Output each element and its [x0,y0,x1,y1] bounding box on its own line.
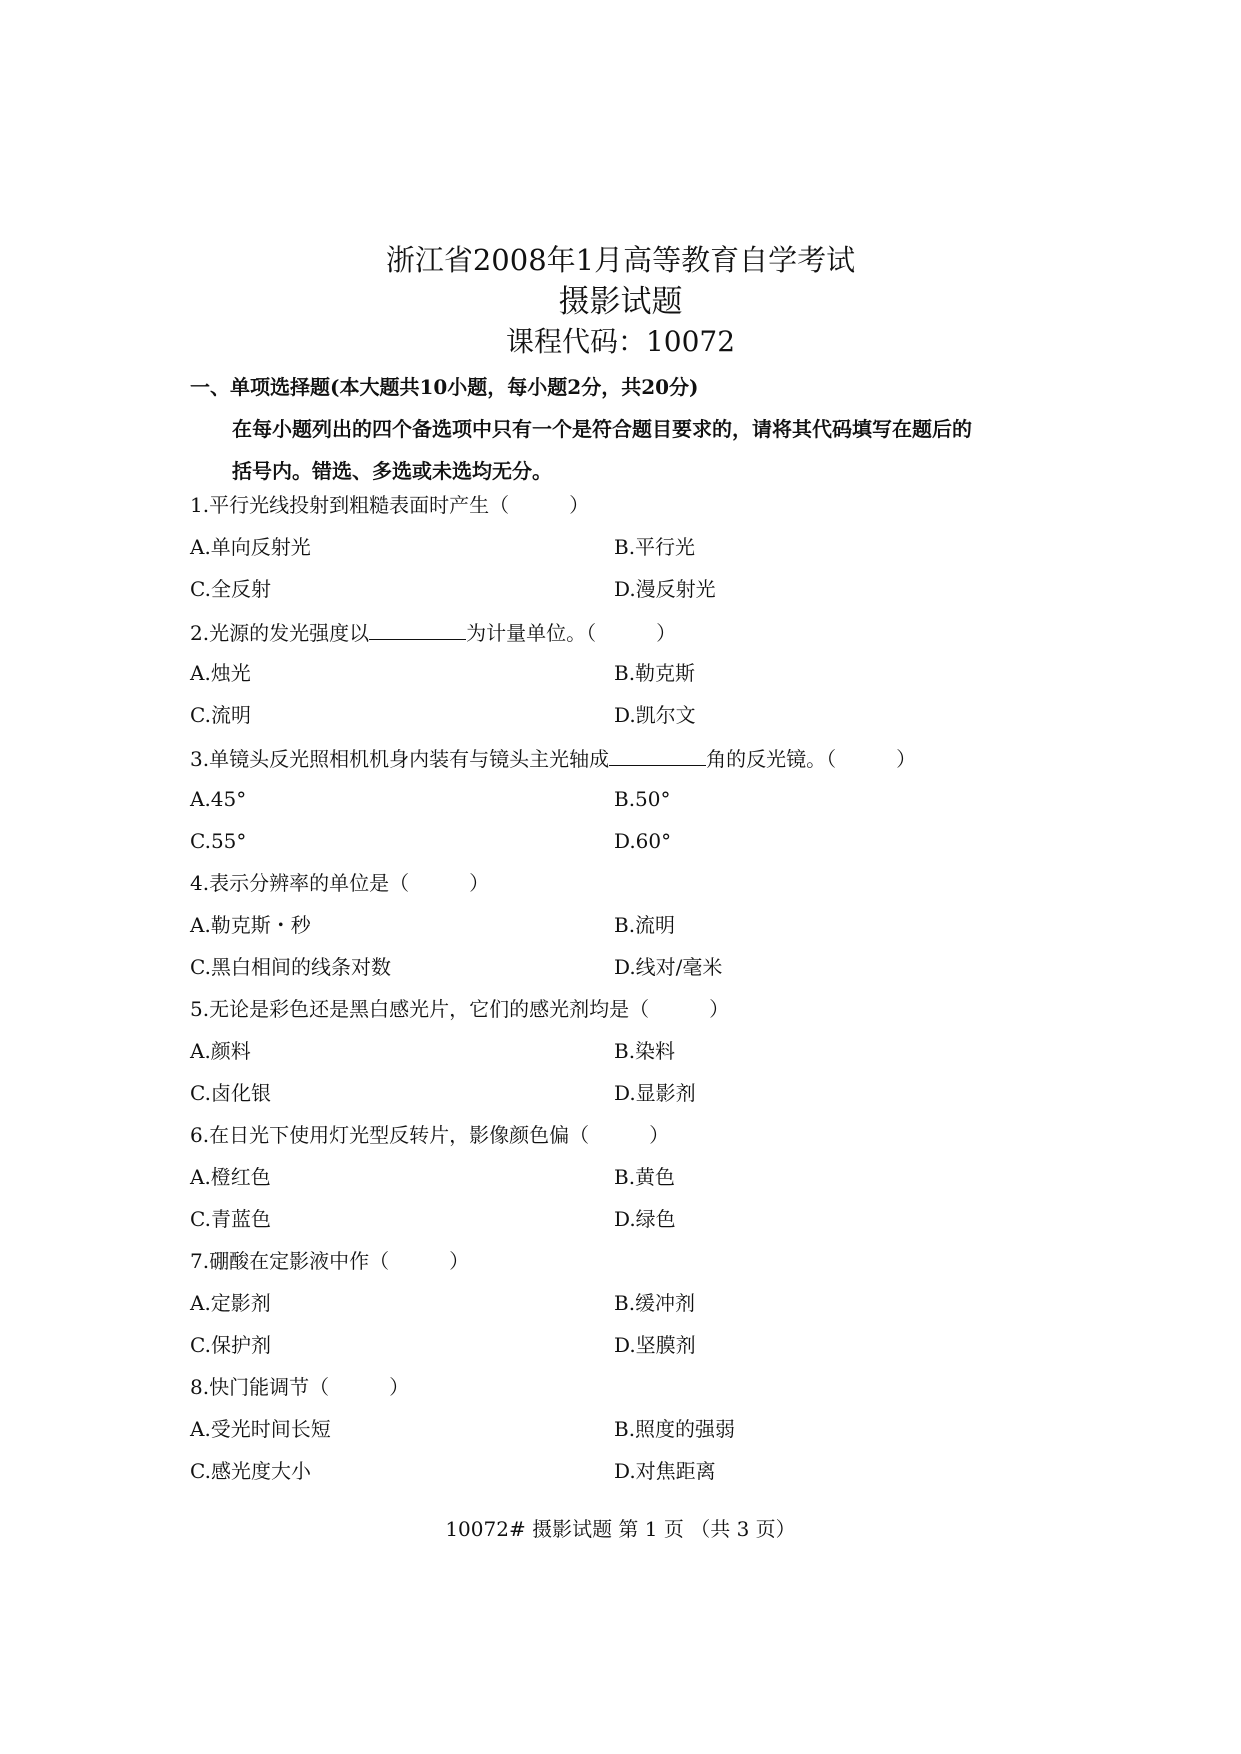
question-7-option-a: A.定影剂 [190,1291,271,1315]
question-8-option-b: B.照度的强弱 [614,1417,736,1441]
question-2-option-b: B.勒克斯 [614,661,696,685]
question-6-option-d: D.绿色 [614,1207,676,1231]
question-5-option-b: B.染料 [614,1039,676,1063]
question-8-option-d: D.对焦距离 [614,1459,716,1483]
exam-title: 浙江省2008年1月高等教育自学考试 [385,243,856,277]
section-instruction-line1: 在每小题列出的四个备选项中只有一个是符合题目要求的，请将其代码填写在题后的 [232,417,972,441]
question-2-option-d: D.凯尔文 [614,703,696,727]
question-6-option-a: A.橙红色 [190,1165,271,1189]
question-4-option-a: A.勒克斯・秒 [190,913,311,937]
question-5-option-c: C.卤化银 [190,1081,271,1105]
answer-blank [369,619,466,640]
question-8-option-c: C.感光度大小 [190,1459,311,1483]
question-7-option-d: D.坚膜剂 [614,1333,696,1357]
question-4-option-b: B.流明 [614,913,676,937]
question-4-stem: 4.表示分辨率的单位是（ ） [190,871,490,895]
question-3-option-b: B.50° [614,787,671,811]
question-1-option-a: A.单向反射光 [190,535,311,559]
answer-blank [609,745,706,766]
question-4-option-d: D.线对/毫米 [614,955,723,979]
question-3-option-d: D.60° [614,829,672,853]
question-6-option-c: C.青蓝色 [190,1207,271,1231]
question-7-stem: 7.硼酸在定影液中作（ ） [190,1249,470,1273]
question-2-stem: 2.光源的发光强度以 为计量单位。（ ） [190,621,677,645]
question-6-option-b: B.黄色 [614,1165,676,1189]
question-1-option-b: B.平行光 [614,535,696,559]
question-1-option-d: D.漫反射光 [614,577,716,601]
question-5-stem: 5.无论是彩色还是黑白感光片，它们的感光剂均是（ ） [190,997,730,1021]
question-2-option-a: A.烛光 [190,661,251,685]
exam-subject: 摄影试题 [558,284,683,320]
question-8-stem: 8.快门能调节（ ） [190,1375,410,1399]
section-instruction-line2: 括号内。错选、多选或未选均无分。 [232,459,552,483]
question-3-option-c: C.55° [190,829,247,853]
question-1-stem: 1.平行光线投射到粗糙表面时产生（ ） [190,493,590,517]
question-2-option-c: C.流明 [190,703,251,727]
question-5-option-d: D.显影剂 [614,1081,696,1105]
question-1-option-c: C.全反射 [190,577,271,601]
question-5-option-a: A.颜料 [190,1039,251,1063]
section-heading: 一、单项选择题(本大题共10小题，每小题2分，共20分) [190,375,699,399]
question-6-stem: 6.在日光下使用灯光型反转片，影像颜色偏（ ） [190,1123,670,1147]
question-3-option-a: A.45° [190,787,247,811]
question-3-stem: 3.单镜头反光照相机机身内装有与镜头主光轴成 角的反光镜。（ ） [190,747,917,771]
question-8-option-a: A.受光时间长短 [190,1417,331,1441]
question-4-option-c: C.黑白相间的线条对数 [190,955,391,979]
question-7-option-c: C.保护剂 [190,1333,271,1357]
question-7-option-b: B.缓冲剂 [614,1291,696,1315]
course-code: 课程代码：10072 [505,325,736,358]
page-footer: 10072# 摄影试题 第 1 页 （共 3 页） [445,1517,796,1541]
